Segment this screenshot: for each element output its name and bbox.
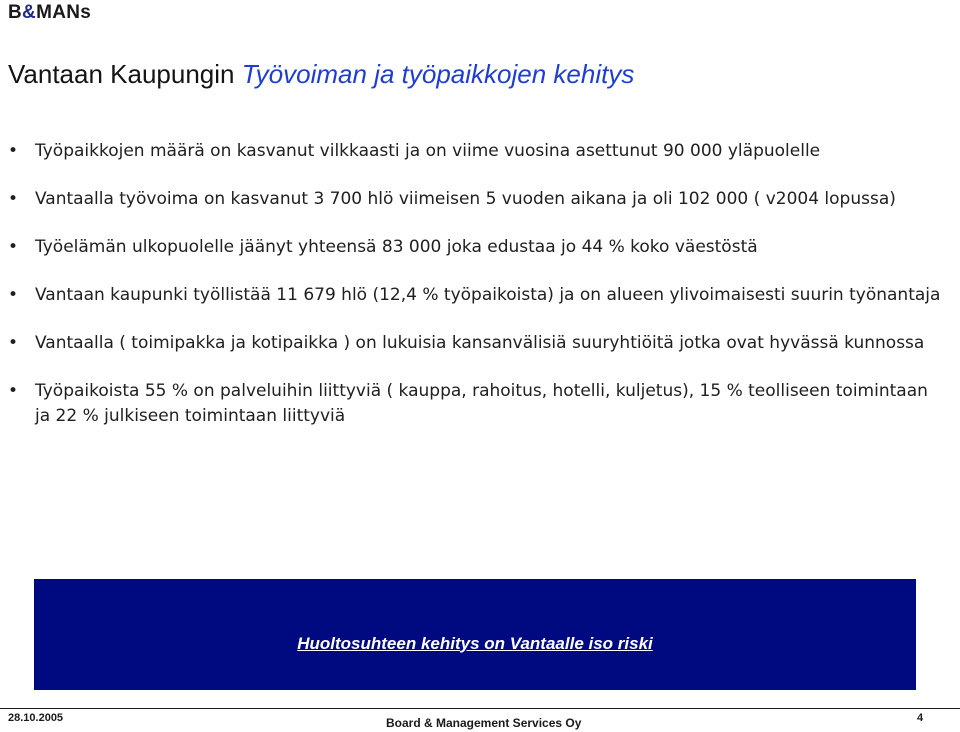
company-logo <box>8 2 91 24</box>
footer-date: 28.10.2005 <box>8 712 64 724</box>
logo-text-b: B <box>8 2 23 23</box>
footer-company: Board & Management Services Oy <box>386 716 582 730</box>
bullet-dot-icon: • <box>8 381 19 401</box>
bullet-list <box>0 139 945 452</box>
bullet-text: Työpaikkojen määrä on kasvanut vilkkaasti ja on viime vuosina asettunut 90 000 yläpuolelle <box>35 141 821 161</box>
bullet-dot-icon: • <box>8 333 19 353</box>
risk-banner <box>34 579 916 690</box>
bullet-text: Työpaikoista 55 % on palveluihin liittyviä ( kauppa, rahoitus, hotelli, kuljetus), 15 % teolliseen toimintaan ja 22 % julkiseen toimintaan liittyviä <box>35 381 928 426</box>
slide-title <box>8 59 634 90</box>
logo-text-mans: MANs <box>36 2 92 23</box>
bullet-item <box>0 331 945 356</box>
title-main: Vantaan Kaupungin <box>8 59 242 89</box>
bullet-text: Vantaan kaupunki työllistää 11 679 hlö (12,4 % työpaikoista) ja on alueen ylivoimaisesti suurin työnantaja <box>35 285 941 305</box>
banner-text: Huoltosuhteen kehitys on Vantaalle iso riski <box>297 633 653 653</box>
page-number: 4 <box>917 712 924 724</box>
bullet-text: Työelämän ulkopuolelle jäänyt yhteensä 83 000 joka edustaa jo 44 % koko väestöstä <box>35 237 758 257</box>
bullet-item <box>0 235 945 260</box>
bullet-dot-icon: • <box>8 141 19 161</box>
bullet-dot-icon: • <box>8 237 19 257</box>
bullet-text: Vantaalla ( toimipakka ja kotipaikka ) on lukuisia kansanvälisiä suuryhtiöitä jotka ovat hyvässä kunnossa <box>35 333 925 353</box>
bullet-item <box>0 139 945 164</box>
title-accent: Työvoiman ja työpaikkojen kehitys <box>241 59 635 89</box>
bullet-item <box>0 283 945 308</box>
footer-divider <box>0 708 960 709</box>
bullet-item <box>0 379 945 429</box>
logo-ampersand: & <box>22 2 37 23</box>
bullet-text: Vantaalla työvoima on kasvanut 3 700 hlö viimeisen 5 vuoden aikana ja oli 102 000 ( v2004 lopussa) <box>35 189 896 209</box>
bullet-dot-icon: • <box>8 189 19 209</box>
bullet-dot-icon: • <box>8 285 19 305</box>
bullet-item <box>0 187 945 212</box>
